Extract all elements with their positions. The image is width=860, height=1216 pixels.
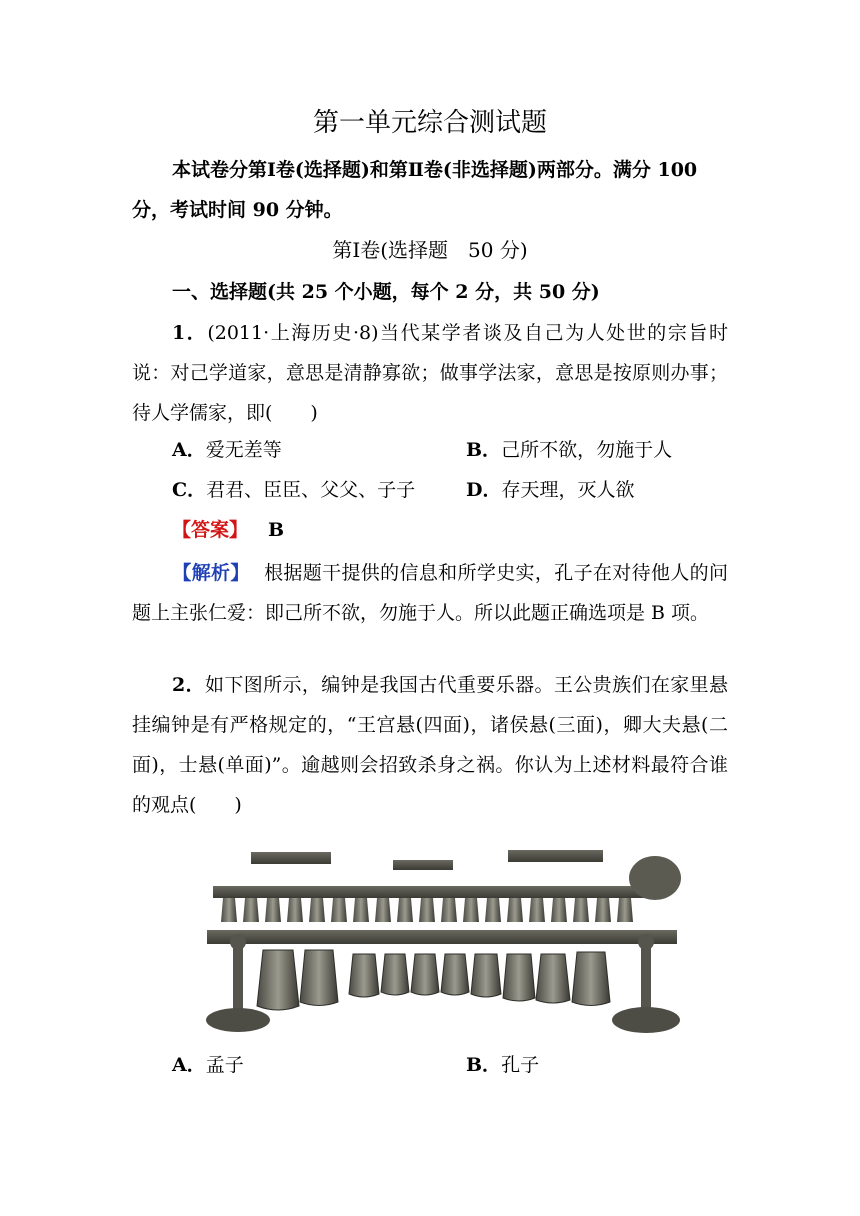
question-2-stem <box>132 665 728 825</box>
answer-value: B <box>268 519 285 541</box>
analysis-label: 【解析】 <box>172 562 250 584</box>
option-text: 孔子 <box>501 1054 540 1076</box>
option-text: 孟子 <box>205 1054 244 1076</box>
question-1-stem <box>132 313 728 433</box>
option-text: 君君、臣臣、父父、子子 <box>206 479 416 501</box>
option-letter: D． <box>466 479 502 501</box>
page-title: 第一单元综合测试题 <box>312 108 547 138</box>
question-2-option-b <box>466 1051 539 1079</box>
question-1-analysis <box>132 553 728 633</box>
question-1-option-d <box>466 476 635 504</box>
option-letter: B． <box>466 439 502 461</box>
bianzhong-image <box>203 838 695 1038</box>
part-heading: 一、选择题(共 25 个小题，每个 2 分，共 50 分) <box>172 281 600 303</box>
option-text: 存天理，灭人欲 <box>501 479 635 501</box>
section-heading: 第Ⅰ卷(选择题 50 分) <box>332 238 528 262</box>
question-1-text: (2011·上海历史·8)当代某学者谈及自己为人处世的宗旨时说：对己学道家，意思是清静寡欲；做事学法家，意思是按原则办事；待人学儒家，即( ) <box>132 322 728 424</box>
intro-text-line-2: 分，考试时间 90 分钟。 <box>132 199 343 221</box>
question-2-option-a <box>172 1051 244 1079</box>
question-2-text: 如下图所示，编钟是我国古代重要乐器。王公贵族们在家里悬挂编钟是有严格规定的，“王宫悬(四面)，诸侯悬(三面)，卿大夫悬(二面)，士悬(单面)”。逾越则会招致杀身之祸。你认为上述材料最符合谁的观点( ) <box>132 674 728 816</box>
option-letter: B． <box>466 1054 502 1076</box>
intro-text-line-1: 本试卷分第Ⅰ卷(选择题)和第Ⅱ卷(非选择题)两部分。满分 100 <box>172 159 698 181</box>
option-text: 己所不欲，勿施于人 <box>501 439 673 461</box>
answer-label: 【答案】 <box>172 519 249 541</box>
option-letter: A． <box>172 1054 206 1076</box>
option-text: 爱无差等 <box>205 439 282 461</box>
question-1-answer <box>172 516 284 544</box>
question-1-option-b <box>466 436 672 464</box>
question-1-option-a <box>172 436 282 464</box>
option-letter: C． <box>172 479 207 501</box>
option-letter: A． <box>172 439 206 461</box>
analysis-text: 根据题干提供的信息和所学史实，孔子在对待他人的问题上主张仁爱：即己所不欲，勿施于人。所以此题正确选项是 B 项。 <box>132 562 728 624</box>
question-1-number: 1． <box>172 322 208 344</box>
question-2-number: 2． <box>172 674 205 696</box>
question-1-option-c <box>172 476 415 504</box>
